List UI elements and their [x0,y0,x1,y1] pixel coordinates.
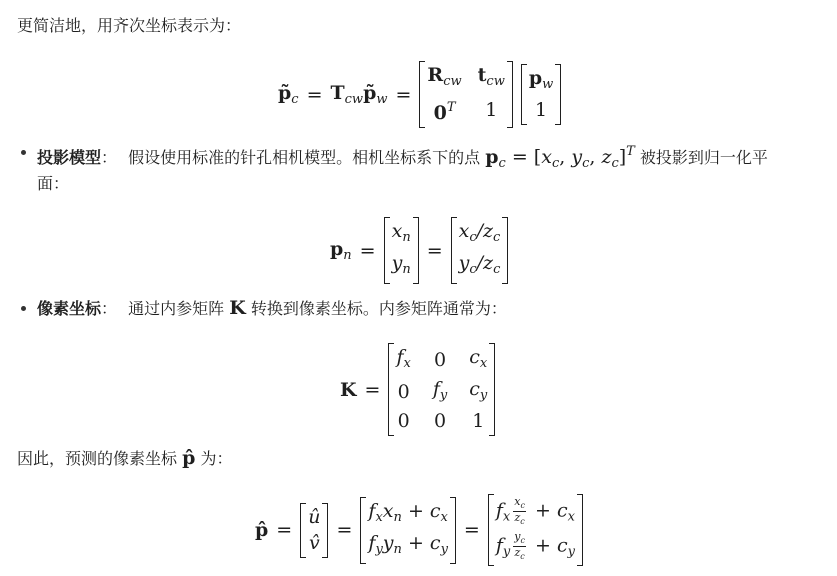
equation-normalized: $p_n$ = $x_n$ $y_n$ = $x_c/z_c$ $y_c/z_c$ [330,217,508,284]
normalized-vector: $x_n$ $y_n$ [384,217,419,284]
normalized-ratio-vector: $x_c/z_c$ $y_c/z_c$ [451,217,509,284]
bullet-marker [21,150,26,155]
intrinsic-matrix: $f_x$ 0 $c_x$ 0 $f_y$ $c_y$ 0 0 1 [388,343,495,436]
bullet-label: 像素坐标 [37,299,102,318]
eq1-lhs: $p̃_c$ [278,82,299,107]
pixel-vector: $f_xx_n + c_x$ $f_yy_n + c_y$ [360,497,456,564]
bullet-continuation: 面： [37,174,70,193]
uv-vector: û v̂ [300,503,328,558]
bullet-marker [21,306,26,311]
extrinsic-matrix: $R_{cw}$ $t_{cw}$ $0^T$ 1 [419,61,512,128]
equation-pixel-prediction: p̂ = û v̂ = $f_xx_n + c_x$ $f_yy_n + c_y$ = $f_x$ $\frac{x_c}{z_c}$ + $c_x$ $f_y$ $\frac{y_c}{z_c}$ + $c_y$ [255,494,583,566]
equation-intrinsics: K = $f_x$ 0 $c_x$ 0 $f_y$ $c_y$ 0 0 1 [340,343,495,436]
pixel-ratio-vector: $f_x$ $\frac{x_c}{z_c}$ + $c_x$ $f_y$ $\frac{y_c}{z_c}$ + $c_y$ [488,494,583,566]
camera-point-formula: $p_c = [x_c$, $y_c$, $z_c]^T$ [485,144,635,171]
outro-text: 因此，预测的像素坐标 p̂ 为： [17,447,233,469]
eq1-mid: $T_{cw}p̃_w$ [330,82,388,107]
world-point-vector: $p_w$ 1 [521,64,561,125]
intro-text: 更简洁地，用齐次坐标表示为： [17,16,242,35]
bullet-pixel-coords: 像素坐标： 通过内参矩阵 K 转换到像素坐标。内参矩阵通常为： [37,297,507,319]
bullet-projection-model: 投影模型： 假设使用标准的针孔相机模型。相机坐标系下的点 $p_c = [x_c$, $y_c$, $z_c]^T$ 被投影到归一化平 [37,144,768,171]
p-hat-symbol: p̂ [182,447,196,469]
K-symbol: K [229,297,246,319]
bullet-label: 投影模型 [37,148,102,167]
equation-homogeneous: $p̃_c$ = $T_{cw}p̃_w$ = $R_{cw}$ $t_{cw}$ $0^T$ 1 $p_w$ 1 [278,61,561,128]
